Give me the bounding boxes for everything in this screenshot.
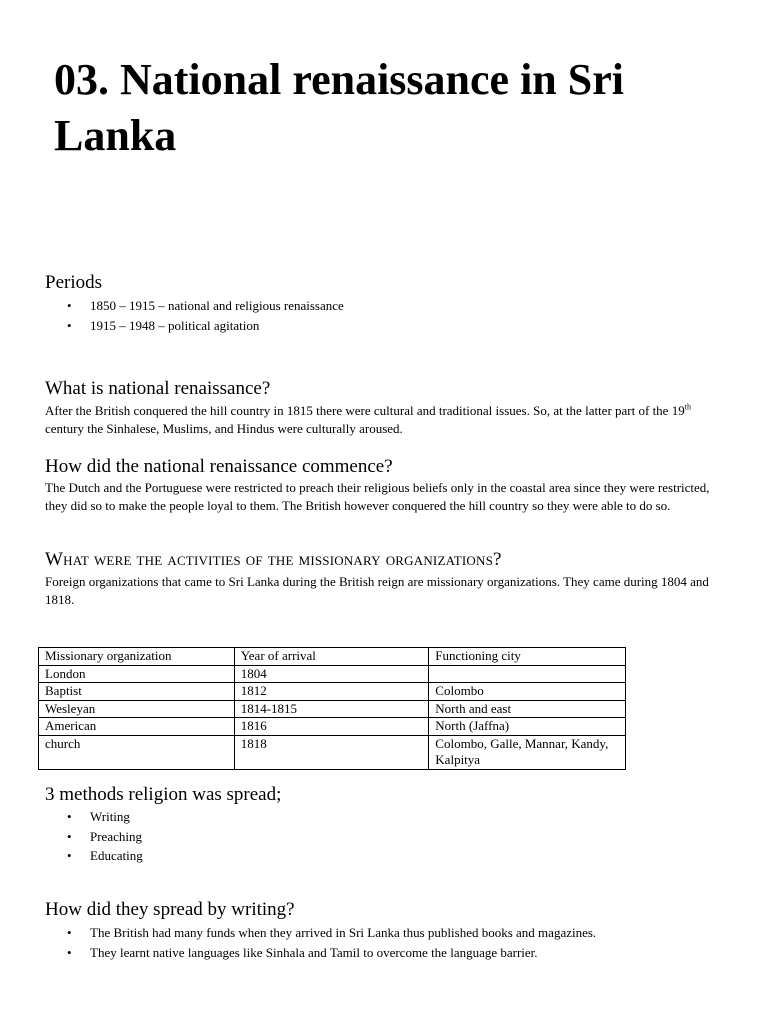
table-cell: North and east <box>429 700 626 718</box>
table-row <box>39 718 626 736</box>
table-cell: North (Jaffna) <box>429 718 626 736</box>
paragraph-text: century the Sinhalese, Muslims, and Hindus were culturally aroused. <box>45 421 403 436</box>
table-cell: church <box>39 735 235 769</box>
table-cell: 1818 <box>234 735 429 769</box>
list-item: • Writing <box>45 807 143 827</box>
table-cell <box>429 665 626 683</box>
activities-heading: What were the activities of the missionary organizations? <box>45 549 502 570</box>
page-title: 03. National renaissance in Sri Lanka <box>54 55 625 160</box>
table-header-cell: Missionary organization <box>39 648 235 666</box>
table-row <box>39 700 626 718</box>
table-cell: Wesleyan <box>39 700 235 718</box>
what-is-paragraph <box>45 402 725 438</box>
list-item: • The British had many funds when they arrived in Sri Lanka thus published books and magazines. <box>45 923 596 943</box>
table-row <box>39 665 626 683</box>
table-cell: Baptist <box>39 683 235 701</box>
list-item: • Educating <box>45 846 143 866</box>
table-row <box>39 735 626 769</box>
missionary-table <box>38 647 626 770</box>
methods-heading: 3 methods religion was spread; <box>45 784 282 805</box>
table-cell: Colombo <box>429 683 626 701</box>
list-item: • They learnt native languages like Sinhala and Tamil to overcome the language barrier. <box>45 943 596 963</box>
table-cell: American <box>39 718 235 736</box>
activities-paragraph: Foreign organizations that came to Sri Lanka during the British reign are missionary organizations. They came during 1804 and 1818. <box>45 574 709 607</box>
writing-heading: How did they spread by writing? <box>45 899 295 920</box>
table-cell: Colombo, Galle, Mannar, Kandy, Kalpitya <box>429 735 626 769</box>
table-cell: 1812 <box>234 683 429 701</box>
list-item: • Preaching <box>45 827 143 847</box>
table-header-row <box>39 648 626 666</box>
paragraph-text: After the British conquered the hill country in 1815 there were cultural and traditional issues. So, at the latter part of the 19 <box>45 403 685 418</box>
periods-heading: Periods <box>45 272 102 293</box>
list-item: • 1850 – 1915 – national and religious renaissance <box>45 296 344 316</box>
table-row <box>39 683 626 701</box>
writing-list <box>45 923 596 962</box>
commence-heading: How did the national renaissance commence? <box>45 456 393 477</box>
commence-paragraph: The Dutch and the Portuguese were restricted to preach their religious beliefs only in the coastal area since they were restricted, they did so to make the people loyal to them. The British however conquered the hill country so they were able to do so. <box>45 480 710 513</box>
table-cell: 1804 <box>234 665 429 683</box>
table-cell: London <box>39 665 235 683</box>
what-is-heading: What is national renaissance? <box>45 378 271 399</box>
table-header-cell: Functioning city <box>429 648 626 666</box>
methods-list <box>45 807 143 866</box>
table-cell: 1816 <box>234 718 429 736</box>
table-header-cell: Year of arrival <box>234 648 429 666</box>
table-cell: 1814-1815 <box>234 700 429 718</box>
periods-list <box>45 296 344 335</box>
list-item: • 1915 – 1948 – political agitation <box>45 316 344 336</box>
superscript: th <box>684 402 691 412</box>
